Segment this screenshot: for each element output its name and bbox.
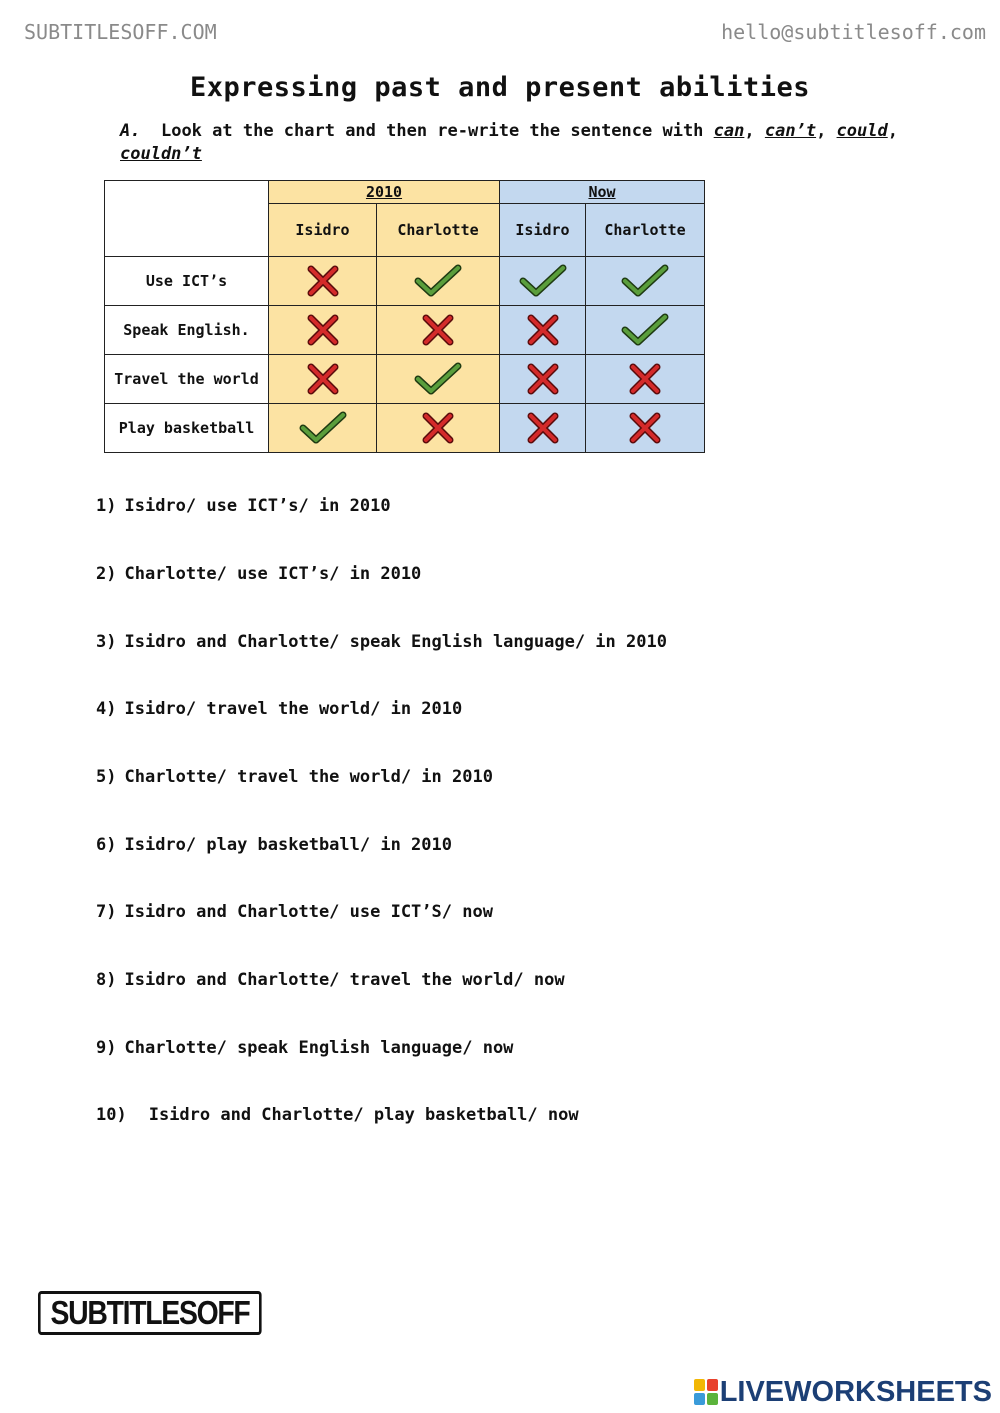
cross-icon (421, 313, 455, 347)
mark-cell (586, 257, 705, 306)
instruction-text: Look at the chart and then re-write the sentence with (160, 121, 704, 141)
contact-email[interactable]: hello@subtitlesoff.com (721, 20, 986, 44)
check-icon (621, 263, 669, 299)
check-icon (414, 263, 462, 299)
col-isidro-2010: Isidro (269, 204, 377, 257)
mark-cell (586, 404, 705, 453)
check-icon (414, 361, 462, 397)
cross-icon (306, 362, 340, 396)
mark-cell (500, 404, 586, 453)
row-label: Travel the world (105, 355, 269, 404)
cross-icon (526, 313, 560, 347)
cross-icon (628, 411, 662, 445)
mark-cell (586, 306, 705, 355)
col-charlotte-2010: Charlotte (377, 204, 500, 257)
mark-cell (269, 404, 377, 453)
mark-cell (269, 355, 377, 404)
mark-cell (377, 257, 500, 306)
check-icon (621, 312, 669, 348)
col-charlotte-now: Charlotte (586, 204, 705, 257)
question-6: 6) Isidro/ play basketball/ in 2010 (96, 835, 452, 855)
mark-cell (377, 306, 500, 355)
cross-icon (421, 411, 455, 445)
cross-icon (306, 264, 340, 298)
question-7: 7) Isidro and Charlotte/ use ICT’S/ now (96, 902, 493, 922)
keyword-could: could (836, 121, 888, 141)
liveworksheets-wordmark: LIVEWORKSHEETS (719, 1375, 992, 1408)
mark-cell (377, 404, 500, 453)
group-2010: 2010 (269, 181, 500, 204)
ability-chart (104, 180, 705, 453)
mark-cell (269, 257, 377, 306)
col-isidro-now: Isidro (500, 204, 586, 257)
subtitlesoff-logo: SUBTITLESOFF (38, 1291, 262, 1335)
check-icon (299, 410, 347, 446)
cross-icon (628, 362, 662, 396)
mark-cell (586, 355, 705, 404)
mark-cell (377, 355, 500, 404)
question-2: 2) Charlotte/ use ICT’s/ in 2010 (96, 564, 422, 584)
keyword-couldnt: couldn’t (120, 144, 202, 164)
question-3: 3) Isidro and Charlotte/ speak English language/ in 2010 (96, 632, 667, 652)
liveworksheets-brand[interactable] (694, 1374, 992, 1410)
question-8: 8) Isidro and Charlotte/ travel the world/ now (96, 970, 565, 990)
cross-icon (526, 411, 560, 445)
table-row (105, 355, 705, 404)
mark-cell (500, 257, 586, 306)
table-row (105, 306, 705, 355)
site-name: SUBTITLESOFF.COM (24, 20, 217, 44)
group-now: Now (500, 181, 705, 204)
row-label: Speak English. (105, 306, 269, 355)
mark-cell (269, 306, 377, 355)
mark-cell (500, 355, 586, 404)
row-label: Play basketball (105, 404, 269, 453)
question-9: 9) Charlotte/ speak English language/ now (96, 1038, 514, 1058)
row-label: Use ICT’s (105, 257, 269, 306)
question-4: 4) Isidro/ travel the world/ in 2010 (96, 699, 463, 719)
question-1: 1) Isidro/ use ICT’s/ in 2010 (96, 496, 391, 516)
cross-icon (526, 362, 560, 396)
table-row (105, 404, 705, 453)
instruction: A. Look at the chart and then re-write the sentence with can, can’t, could, couldn’t (120, 121, 898, 164)
chart-corner (105, 181, 269, 257)
table-row (105, 257, 705, 306)
check-icon (519, 263, 567, 299)
cross-icon (306, 313, 340, 347)
keyword-can: can (713, 121, 745, 141)
liveworksheets-icon (694, 1379, 718, 1405)
question-10: 10) Isidro and Charlotte/ play basketball/ now (96, 1105, 579, 1125)
keyword-cant: can’t (764, 121, 817, 141)
mark-cell (500, 306, 586, 355)
worksheet-title: Expressing past and present abilities (190, 72, 810, 103)
question-5: 5) Charlotte/ travel the world/ in 2010 (96, 767, 493, 787)
instruction-label: A. (120, 121, 141, 141)
